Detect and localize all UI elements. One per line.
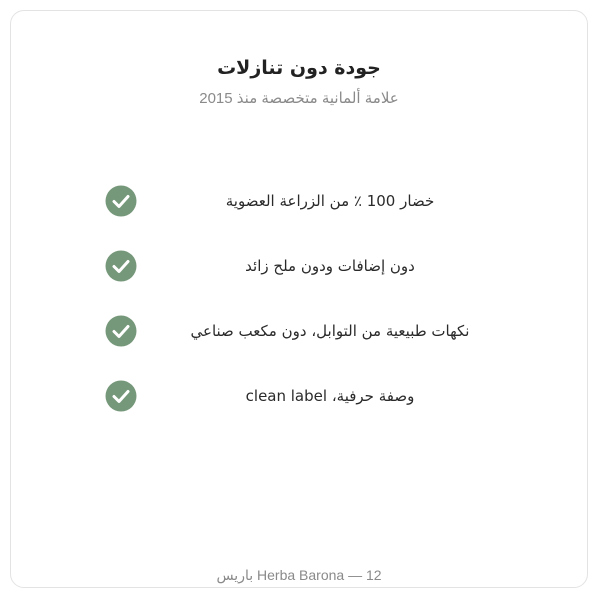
- feature-item: [105, 380, 495, 445]
- feature-item: [105, 185, 495, 250]
- card-footer: Herba Barona — 12 باريس: [216, 567, 382, 583]
- card-header: [11, 55, 587, 109]
- feature-item: [105, 315, 495, 380]
- feature-text: نكهات طبيعية من التوابل، دون مكعب صناعي: [190, 322, 470, 340]
- check-circle-icon: [105, 250, 137, 282]
- check-circle-icon: [105, 315, 137, 347]
- feature-item: [105, 250, 495, 315]
- info-card: [10, 10, 588, 588]
- check-circle-icon: [105, 185, 137, 217]
- card-title: جودة دون تنازلات: [217, 57, 381, 79]
- check-circle-icon: [105, 380, 137, 412]
- feature-text: خضار 100 ٪ من الزراعة العضوية: [225, 192, 435, 210]
- feature-list: [105, 185, 495, 445]
- feature-text: وصفة حرفية، clean label: [245, 387, 415, 405]
- feature-text: دون إضافات ودون ملح زائد: [245, 257, 415, 275]
- card-subtitle: علامة ألمانية متخصصة منذ 2015: [199, 90, 399, 107]
